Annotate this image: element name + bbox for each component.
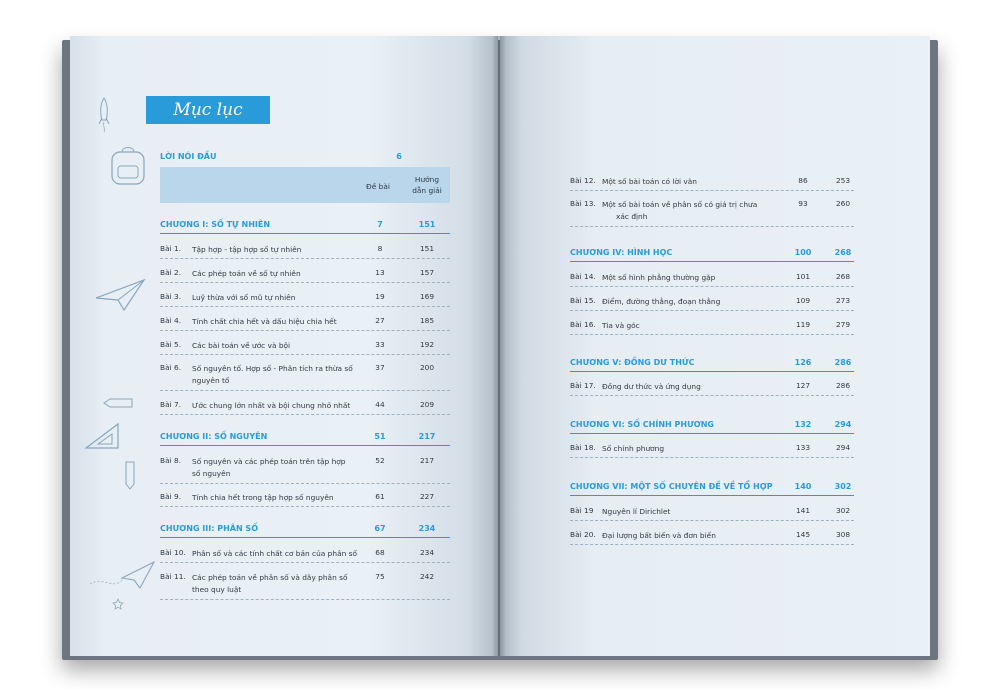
lesson-label: Bài 3.	[160, 292, 182, 301]
lesson-label: Bài 2.	[160, 268, 182, 277]
exercise-page: 101	[795, 272, 811, 281]
chapter-title: CHƯƠNG III: PHÂN SỐ	[160, 524, 258, 533]
solution-page: 286	[835, 381, 851, 390]
paper-plane-small-icon	[88, 554, 158, 594]
chapter-row	[570, 358, 854, 372]
lesson-name-line-2: nguyên tố	[192, 376, 230, 385]
solution-page: 217	[419, 456, 435, 465]
lesson-row	[570, 443, 854, 458]
exercise-page: 19	[375, 292, 385, 301]
solution-page: 294	[835, 443, 851, 452]
exercise-page: 75	[375, 572, 385, 581]
solution-page: 242	[419, 572, 435, 581]
lesson-label: Bài 7.	[160, 400, 182, 409]
lesson-row	[160, 340, 450, 355]
chapter-title: CHƯƠNG VII: MỘT SỐ CHUYÊN ĐỀ VỀ TỔ HỢP	[570, 482, 773, 491]
solution-page: 273	[835, 296, 851, 305]
exercise-page: 141	[795, 506, 811, 515]
solutions-column-label-2: dẫn giải	[412, 186, 442, 195]
exercise-page: 119	[795, 320, 811, 329]
chapter-title: CHƯƠNG V: ĐỒNG DƯ THỨC	[570, 358, 695, 367]
exercise-page: 52	[375, 456, 385, 465]
chapter-row	[570, 248, 854, 262]
rocket-icon	[96, 96, 112, 132]
chapter-title: CHƯƠNG VI: SỐ CHÍNH PHƯƠNG	[570, 420, 714, 429]
lesson-row	[570, 176, 854, 191]
lesson-row	[570, 296, 854, 311]
lesson-name-line-1: Một số bài toán về phân số có giá trị chưa	[602, 200, 758, 209]
lesson-name: Các bài toán về ước và bội	[192, 341, 291, 350]
lesson-label: Bài 1.	[160, 244, 182, 253]
solutions-column-label-1: Hướng	[414, 175, 440, 184]
right-page	[500, 36, 930, 656]
exercise-page: 61	[375, 492, 385, 501]
lesson-name: Luỹ thừa với số mũ tự nhiên	[192, 293, 296, 302]
lesson-label: Bài 16.	[570, 320, 596, 329]
lesson-name: Đại lượng bất biến và đơn biến	[602, 531, 716, 540]
solution-page: 253	[835, 176, 851, 185]
solution-page: 157	[419, 268, 435, 277]
left-page	[70, 36, 498, 656]
solution-page: 151	[418, 220, 436, 229]
lesson-row	[570, 381, 854, 396]
lesson-name: Tia và góc	[602, 321, 640, 330]
lesson-name-line-2: theo quy luật	[192, 585, 242, 594]
lesson-label: Bài 4.	[160, 316, 182, 325]
preface-page: 6	[396, 152, 402, 161]
exercise-page: 109	[795, 296, 811, 305]
chapter-row	[160, 432, 450, 446]
solution-page: 209	[419, 400, 435, 409]
exercise-page: 7	[377, 220, 383, 229]
exercise-page: 51	[374, 432, 386, 441]
lesson-name: Số chính phương	[602, 444, 665, 453]
solution-page: 279	[835, 320, 851, 329]
solution-page: 260	[835, 199, 851, 208]
backpack-icon	[106, 144, 150, 188]
solution-page: 302	[834, 482, 852, 491]
lesson-label: Bài 9.	[160, 492, 182, 501]
lesson-name: Điểm, đường thẳng, đoạn thẳng	[602, 297, 721, 306]
pencil-icon	[102, 398, 134, 408]
lesson-name: Tính chia hết trong tập hợp số nguyên	[192, 493, 334, 502]
lesson-row	[570, 506, 854, 521]
chapter-row	[160, 220, 450, 234]
exercise-page: 86	[798, 176, 808, 185]
solution-page: 151	[419, 244, 435, 253]
lesson-row	[570, 530, 854, 545]
exercise-page: 68	[375, 548, 385, 557]
chapter-row	[570, 482, 854, 496]
solution-page: 286	[834, 358, 852, 367]
lesson-name-line-1: Số nguyên tố. Hợp số - Phân tích ra thừa số	[192, 364, 353, 373]
solution-page: 217	[418, 432, 436, 441]
lesson-row	[160, 400, 450, 415]
lesson-label: Bài 12.	[570, 176, 596, 185]
crayon-icon	[124, 460, 136, 490]
chapter-row	[570, 420, 854, 434]
lesson-name-line-2: số nguyên	[192, 469, 231, 478]
lesson-name-line-2: xác định	[616, 212, 648, 221]
lesson-label: Bài 20.	[570, 530, 596, 539]
exercise-page: 100	[794, 248, 812, 257]
lesson-name: Tính chất chia hết và dấu hiệu chia hết	[192, 317, 337, 326]
lesson-label: Bài 17.	[570, 381, 596, 390]
solution-page: 192	[419, 340, 435, 349]
lesson-row	[160, 292, 450, 307]
lesson-row	[160, 316, 450, 331]
lesson-label: Bài 8.	[160, 456, 182, 465]
preface-row	[160, 152, 450, 166]
solution-page: 200	[419, 363, 435, 372]
lesson-row	[160, 492, 450, 507]
chapter-title: CHƯƠNG II: SỐ NGUYÊN	[160, 432, 268, 441]
exercise-page: 33	[375, 340, 385, 349]
solution-page: 268	[835, 272, 851, 281]
lesson-row	[160, 363, 450, 391]
solution-page: 308	[835, 530, 851, 539]
lesson-name-line-1: Các phép toán về phân số và dãy phân số	[192, 573, 348, 582]
lesson-name: Đồng dư thức và ứng dụng	[602, 382, 701, 391]
solution-page: 302	[835, 506, 851, 515]
lesson-row	[160, 548, 450, 563]
solution-page: 234	[419, 548, 435, 557]
solution-page: 234	[418, 524, 436, 533]
exercises-column-label: Đề bài	[366, 182, 390, 191]
lesson-row	[160, 244, 450, 259]
lesson-row	[160, 268, 450, 283]
solution-page: 268	[834, 248, 852, 257]
lesson-label: Bài 18.	[570, 443, 596, 452]
lesson-row	[160, 572, 450, 600]
preface-label: LỜI NÓI ĐẦU	[160, 152, 217, 161]
star-icon	[112, 598, 124, 610]
solution-page: 169	[419, 292, 435, 301]
paper-plane-icon	[94, 278, 146, 312]
solution-page: 294	[834, 420, 852, 429]
lesson-row	[160, 456, 450, 484]
lesson-name: Một số bài toán có lời văn	[602, 177, 697, 186]
exercise-page: 127	[795, 381, 811, 390]
lesson-label: Bài 10.	[160, 548, 186, 557]
exercise-page: 13	[375, 268, 385, 277]
book-spine-shadow	[492, 36, 506, 656]
lesson-label: Bài 11.	[160, 572, 186, 581]
lesson-name: Ước chung lớn nhất và bội chung nhỏ nhất	[192, 401, 351, 410]
chapter-title: CHƯƠNG IV: HÌNH HỌC	[570, 248, 673, 257]
lesson-label: Bài 5.	[160, 340, 182, 349]
lesson-name: Các phép toán về số tự nhiên	[192, 269, 301, 278]
lesson-name: Một số hình phẳng thường gặp	[602, 273, 716, 282]
exercise-page: 126	[794, 358, 812, 367]
exercise-page: 8	[377, 244, 383, 253]
exercise-page: 27	[375, 316, 385, 325]
exercise-page: 132	[794, 420, 812, 429]
lesson-label: Bài 6.	[160, 363, 182, 372]
lesson-label: Bài 14.	[570, 272, 596, 281]
chapter-row	[160, 524, 450, 538]
ruler-triangle-icon	[84, 422, 120, 450]
lesson-name: Nguyên lí Dirichlet	[602, 507, 671, 516]
lesson-label: Bài 13.	[570, 199, 596, 208]
chapter-title: CHƯƠNG I: SỐ TỰ NHIÊN	[160, 220, 271, 229]
lesson-label: Bài 19	[570, 506, 594, 515]
toc-title: Mục lục	[146, 96, 270, 124]
exercise-page: 93	[798, 199, 808, 208]
lesson-row	[570, 272, 854, 287]
exercise-page: 37	[375, 363, 385, 372]
exercise-page: 145	[795, 530, 811, 539]
column-header	[160, 167, 450, 203]
lesson-label: Bài 15.	[570, 296, 596, 305]
lesson-name: Phân số và các tính chất cơ bản của phân số	[192, 549, 357, 558]
lesson-row	[570, 320, 854, 335]
exercise-page: 67	[374, 524, 386, 533]
exercise-page: 140	[794, 482, 812, 491]
exercise-page: 133	[795, 443, 811, 452]
solution-page: 227	[419, 492, 435, 501]
lesson-name-line-1: Số nguyên và các phép toán trên tập hợp	[192, 457, 346, 466]
exercise-page: 44	[375, 400, 385, 409]
solution-page: 185	[419, 316, 435, 325]
lesson-name: Tập hợp - tập hợp số tự nhiên	[192, 245, 302, 254]
lesson-row	[570, 199, 854, 227]
